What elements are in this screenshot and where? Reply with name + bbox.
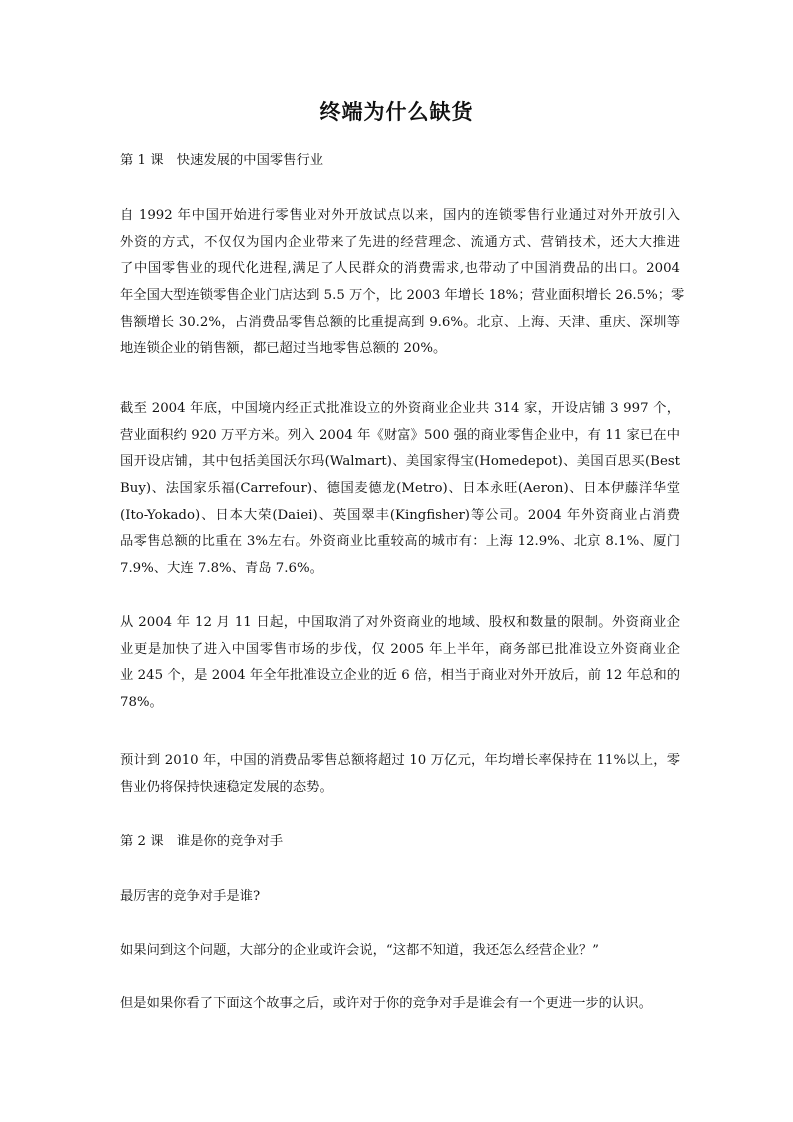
lesson-1-paragraph-3 xyxy=(120,610,680,717)
paragraph-line: 品零售总额的比重在 3%左右。外资商业比重较高的城市有：上海 12.9%、北京 8.1%、厦门 xyxy=(120,534,680,550)
paragraph-line: 售业仍将保持快速稳定发展的态势。 xyxy=(120,779,333,795)
paragraph-line: (Ito-Yokado)、日本大荣(Daiei)、英国翠丰(Kingfisher)等公司。2004 年外资商业占消费 xyxy=(120,507,680,523)
lesson-1-paragraph-4 xyxy=(120,748,680,801)
lesson-2-paragraph-3: 但是如果你看了下面这个故事之后，或许对于你的竞争对手是谁会有一个更进一步的认识。 xyxy=(120,996,652,1011)
lesson-2-heading: 第 2 课 谁是你的竞争对手 xyxy=(120,834,284,849)
paragraph-line: 外资的方式，不仅仅为国内企业带来了先进的经营理念、流通方式、营销技术，还大大推进 xyxy=(120,234,680,250)
lesson-2-paragraph-1: 最厉害的竞争对手是谁? xyxy=(120,889,261,904)
paragraph-line: 了中国零售业的现代化进程,满足了人民群众的消费需求,也带动了中国消费品的出口。2004 xyxy=(120,261,680,277)
paragraph-line: 地连锁企业的销售额，都已超过当地零售总额的 20%。 xyxy=(120,341,447,357)
paragraph-line: 78%。 xyxy=(120,695,163,711)
paragraph-line: 营业面积约 920 万平方米。列入 2004 年《财富》500 强的商业零售企业中，有 11 家已在中 xyxy=(120,427,680,443)
document-title: 终端为什么缺货 xyxy=(319,100,474,124)
paragraph-line: 预计到 2010 年，中国的消费品零售总额将超过 10 万亿元，年均增长率保持在 11%以上，零 xyxy=(120,753,680,768)
paragraph-line: 截至 2004 年底，中国境内经正式批准设立的外资商业企业共 314 家，开设店铺 3 997 个， xyxy=(120,401,680,416)
lesson-2-paragraph-2: 如果问到这个问题，大部分的企业或许会说，“这都不知道，我还怎么经营企业？” xyxy=(120,943,599,958)
paragraph-line: 业 245 个，是 2004 年全年批准设立企业的近 6 倍，相当于商业对外开放后，前 12 年总和的 xyxy=(120,668,680,684)
paragraph-line: 售额增长 30.2%，占消费品零售总额的比重提高到 9.6%。北京、上海、天津、重庆、深圳等 xyxy=(120,314,680,330)
lesson-1-heading: 第 1 课 快速发展的中国零售行业 xyxy=(120,153,324,168)
paragraph-line: 自 1992 年中国开始进行零售业对外开放试点以来，国内的连锁零售行业通过对外开放引入 xyxy=(120,208,680,223)
paragraph-line: Buy)、法国家乐福(Carrefour)、德国麦德龙(Metro)、日本永旺(Aeron)、日本伊藤洋华堂 xyxy=(120,481,680,497)
lesson-1-paragraph-1 xyxy=(120,203,685,363)
paragraph-line: 年全国大型连锁零售企业门店达到 5.5 万个，比 2003 年增长 18%；营业面积增长 26.5%；零 xyxy=(120,288,685,304)
paragraph-line: 业更是加快了进入中国零售市场的步伐，仅 2005 年上半年，商务部已批准设立外资商业企 xyxy=(120,641,680,657)
paragraph-line: 国开设店铺，其中包括美国沃尔玛(Walmart)、美国家得宝(Homedepot)、美国百思买(Best xyxy=(120,454,680,470)
paragraph-line: 从 2004 年 12 月 11 日起，中国取消了对外资商业的地域、股权和数量的限制。外资商业企 xyxy=(120,615,680,630)
paragraph-line: 7.9%、大连 7.8%、青岛 7.6%。 xyxy=(120,561,323,577)
lesson-1-paragraph-2 xyxy=(120,396,680,583)
